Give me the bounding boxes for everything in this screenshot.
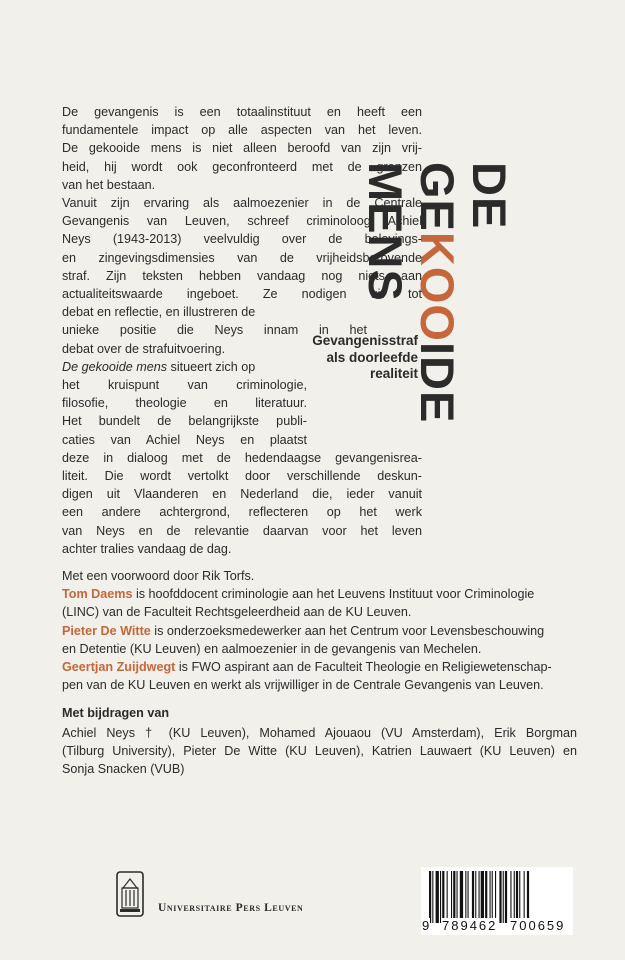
title-line-2: GEKOOIDE	[411, 162, 464, 424]
blurb-text: De gevangenis is een totaalinstituut en heeft een fundamentele impact op alle aspecten van het leven. De gekooide mens is niet alleen beroofd van zijn vrij- heid, hij wordt ook geconfronteerd met de grenzen van het bestaan. Vanuit zijn ervaring als aalmoezenier in de Centrale Gevangenis van Leuven, schreef criminoloog Achiel Neys (1943-2013) veelvuldig over de belevings- en zingevingsdimensies van de vrijheidsberovende straf. Zijn teksten hebben vandaag nog niets aan actualiteitswaarde ingeboet. Ze nodigen uit tot debat en reflectie, en illustreren de unieke positie die Neys innam in het debat over de strafuitvoering. De gekooide mens situeert zich op het kruispunt van criminologie, filosofie, theologie en literatuur. Het bundelt de belangrijkste publi- caties van Achiel Neys en plaatst deze in dialoog met de hedendaagse gevangenisrea- liteit. Die wordt vertolkt door verschillende deskun- digen uit Vlaanderen en Nederland die, ieder vanuit een andere achtergrond, reflecteren op het werk van Neys en de relevantie daarvan voor het leven achter tralies vandaag de dag.	[62, 105, 422, 556]
author-1: Tom Daems is hoofddocent criminologie aan het Leuvens Instituut voor Criminologie	[62, 587, 535, 602]
author-3: Geertjan Zuijdwegt is FWO aspirant aan de Faculteit Theologie en Religiewetenschap-	[62, 660, 552, 675]
book-subtitle: Gevangenisstraf als doorleefde realiteit	[312, 333, 418, 381]
title-line-3: MENS	[359, 162, 412, 302]
title-line-1: DE	[463, 162, 516, 230]
italic-line: De gekooide mens situeert zich op	[62, 359, 256, 374]
contributions-heading: Met bijdragen van	[62, 706, 170, 720]
publisher-name: Universitaire Pers Leuven	[158, 902, 304, 914]
publisher-logo-icon	[115, 870, 145, 920]
foreword: Met een voorwoord door Rik Torfs.	[62, 569, 255, 583]
author-info: Met een voorwoord door Rik Torfs. Tom Daems is hoofddocent criminologie aan het Leuvens Instituut voor Criminologie (LINC) van de Faculteit Rechtsgeleerdheid aan de KU Leuven. Pieter De Witte is onderzoeksmedewerker aan het Centrum voor Levensbeschouwing en Detentie (KU Leuven) en aalmoezenier in de gevangenis van Mechelen. Geertjan Zuijdwegt is FWO aspirant aan de Faculteit Theologie en Religiewetenschap- pen van de KU Leuven en werkt als vrijwilliger in de Centrale Gevangenis van Leuven.	[62, 567, 577, 694]
contributions-list: Achiel Neys † (KU Leuven), Mohamed Ajouaou (VU Amsterdam), Erik Borgman (Tilburg University), Pieter De Witte (KU Leuven), Katrien Lauwaert (KU Leuven) en Sonja Snacken (VUB)	[62, 726, 577, 777]
barcode-number: 9 789462 700659	[422, 918, 566, 933]
title-accent: KOO	[411, 231, 464, 342]
author-2: Pieter De Witte is onderzoeksmedewerker aan het Centrum voor Levensbeschouwing	[62, 623, 545, 638]
